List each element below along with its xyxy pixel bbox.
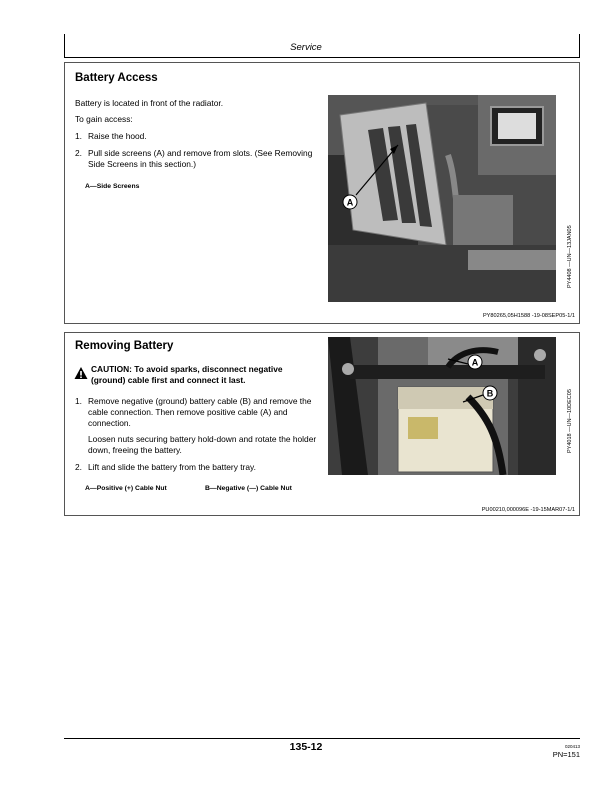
- header-bottom-rule: [64, 57, 580, 58]
- step-item: [75, 462, 320, 473]
- reference-code: PU00210,000096E -19-15MAR07-1/1: [481, 507, 575, 513]
- footer-code: 020413: [564, 744, 580, 749]
- battery-photo: [328, 337, 556, 475]
- step-text: Lift and slide the battery from the battery tray.: [88, 462, 256, 472]
- running-header: Service: [290, 42, 322, 53]
- intro-text: Battery is located in front of the radiator.: [75, 98, 224, 108]
- step-item: [75, 434, 320, 456]
- page-number: 135-12: [289, 741, 323, 753]
- section-title: Battery Access: [75, 72, 158, 84]
- step-text: Loosen nuts securing battery hold-down and rotate the holder down, freeing the battery.: [88, 434, 317, 455]
- removing-battery-section: [64, 332, 580, 516]
- figure-legend-a: A—Positive (+) Cable Nut: [85, 485, 167, 492]
- step-text: Raise the hood.: [88, 131, 147, 141]
- page-pn: PN=151: [552, 750, 580, 759]
- step-item: [75, 131, 320, 142]
- photo-illustration: [328, 95, 556, 302]
- section-title: Removing Battery: [75, 340, 174, 352]
- caution-text: CAUTION: To avoid sparks, disconnect negative (ground) cable first and connect it last.: [91, 364, 283, 385]
- gain-access-text: To gain access:: [75, 114, 133, 124]
- step-number: 1.: [75, 396, 82, 406]
- photo-code: PY4018 —UN—10DEC05: [567, 389, 573, 453]
- step-text: Pull side screens (A) and remove from slots. (See Removing Side Screens in this section.): [88, 148, 313, 169]
- photo-illustration: [328, 337, 556, 475]
- step-item: [75, 148, 315, 170]
- photo-callout: A: [471, 357, 479, 368]
- step-number: 2.: [75, 148, 82, 158]
- step-number: 2.: [75, 462, 82, 472]
- step-number: 1.: [75, 131, 82, 141]
- tractor-hood-photo: [328, 95, 556, 302]
- figure-legend: A—Side Screens: [85, 183, 140, 190]
- step-item: [75, 396, 320, 428]
- photo-callout: B: [486, 388, 494, 399]
- photo-callout: A: [346, 197, 354, 208]
- battery-access-section: [64, 62, 580, 324]
- figure-legend-b: B—Negative (—) Cable Nut: [205, 485, 292, 492]
- reference-code: PY80265,05H1588 -19-08SEP05-1/1: [482, 313, 575, 319]
- caution-icon: [74, 366, 88, 380]
- footer-rule: [64, 738, 580, 739]
- photo-code: PY4408 —UN—13JAN05: [567, 225, 573, 288]
- step-text: Remove negative (ground) battery cable (B) and remove the cable connection. Then remove positive cable (A) and connection.: [88, 396, 312, 428]
